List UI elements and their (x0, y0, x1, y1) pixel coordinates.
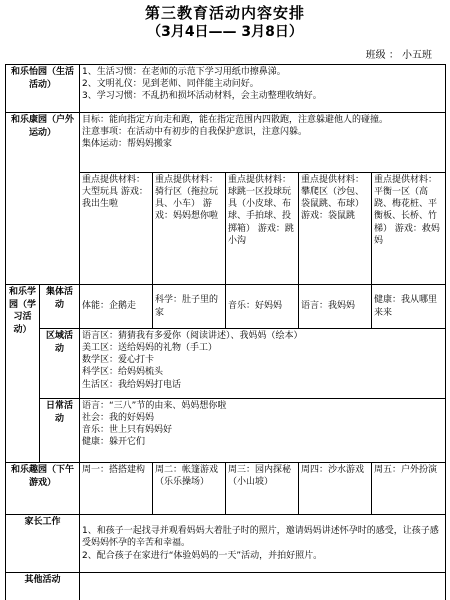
other-label: 其他活动 (6, 573, 80, 600)
area-line: 数学区：爱心打卡 (82, 355, 155, 366)
daily-line: 音乐：世上只有妈妈好 (82, 425, 173, 436)
area-line: 科学区：给妈妈梳头 (82, 367, 164, 378)
collective-item (226, 285, 299, 329)
collective-item (299, 285, 372, 329)
game-day (226, 463, 299, 515)
collective-label: 集体活动 (40, 285, 80, 329)
area-row (6, 329, 446, 399)
outdoor-zone-text: 重点提供材料：攀爬区（沙包、袋鼠跳、布球） 游戏：袋鼠跳 (301, 175, 365, 222)
outdoor-zone-text: 重点提供材料：骑行区（拖拉玩具、小车） 游戏：妈妈想你啦 (155, 175, 219, 222)
area-label: 区域活动 (40, 329, 80, 399)
outdoor-zone (153, 173, 226, 285)
outdoor-zone-text: 重点提供材料：球跳一区投球玩具（小皮球、布球、手拍球、投掷箱） 游戏：跳小沟 (228, 175, 294, 246)
parents-row (6, 515, 446, 573)
other-content (80, 573, 446, 600)
games-label: 和乐趣园（下午游戏） (6, 463, 80, 515)
game-day-text: 周一：搭搭建构 (82, 465, 146, 475)
outdoor-goal-row (6, 113, 446, 173)
page-title: 第三教育活动内容安排 (144, 4, 305, 22)
daily-label: 日常活动 (40, 399, 80, 463)
outdoor-group-sport: 集体运动：帮妈妈搬家 (82, 139, 173, 150)
game-day-text: 周二：帐篷游戏（乐乐操场） (155, 465, 219, 488)
outdoor-zone (226, 173, 299, 285)
collective-item (153, 285, 226, 329)
outdoor-zone (299, 173, 372, 285)
schedule-table (5, 64, 446, 600)
life-content (80, 65, 446, 113)
outdoor-goal-cell (80, 113, 446, 173)
collective-row (6, 285, 446, 329)
collective-item (80, 285, 153, 329)
outdoor-zone (80, 173, 153, 285)
parents-content (80, 515, 446, 573)
daily-line: 语言：“三八”节的由来、妈妈想你啦 (82, 401, 227, 411)
game-day (372, 463, 446, 515)
area-line: 语言区：猜猜我有多爱你（阅读讲述）、我妈妈（绘本） (82, 331, 303, 341)
outdoor-note: 注意事项：在活动中有初步的自我保护意识，注意闪躲。 (82, 127, 308, 138)
collective-item-text: 健康：我从哪里来来 (374, 295, 438, 318)
date-range: （3月4日—— 3月8日） (147, 24, 303, 40)
parents-label: 家长工作 (6, 515, 80, 573)
area-content (80, 329, 446, 399)
collective-item-text: 语言：我妈妈 (301, 301, 356, 312)
game-day-text: 周三：园内探秘（小山坡） (228, 465, 292, 488)
collective-item (372, 285, 446, 329)
game-day (80, 463, 153, 515)
life-line: 3、学习习惯：不乱扔和损坏活动材料，会主动整理收纳好。 (82, 91, 322, 102)
outdoor-label: 和乐康园（户外运动） (6, 113, 80, 285)
outdoor-zone (372, 173, 446, 285)
area-line: 美工区：送给妈妈的礼物（手工） (82, 343, 218, 354)
daily-content (80, 399, 446, 463)
collective-item-text: 体能：企鹅走 (82, 301, 137, 312)
life-row (6, 65, 446, 113)
outdoor-goal: 目标：能向指定方向走和跑，能在指定范围内四散跑，注意躲避他人的碰撞。 (82, 115, 389, 125)
game-day (153, 463, 226, 515)
life-label: 和乐怡园（生活活动） (6, 65, 80, 113)
other-row (6, 573, 446, 600)
learning-label: 和乐学园（学习活动） (6, 285, 40, 463)
daily-line: 健康：躲开它们 (82, 437, 146, 448)
parents-line: 1、和孩子一起找寻并观看妈妈大着肚子时的照片，邀请妈妈讲述怀孕时的感受，让孩子感受妈妈怀孕的辛苦和幸福。 (82, 526, 439, 549)
life-line: 2、文明礼仪：见到老师、同伴能主动问好。 (82, 79, 259, 90)
parents-line: 2、配合孩子在家进行“体验妈妈的一天”活动，并拍好照片。 (82, 550, 323, 561)
daily-row (6, 399, 446, 463)
collective-item-text: 音乐：好妈妈 (228, 301, 283, 312)
life-line: 1、生活习惯：在老师的示范下学习用纸巾擦鼻涕。 (82, 67, 286, 77)
game-day (299, 463, 372, 515)
class-label: 班级 ： 小五班 (365, 50, 432, 61)
game-day-text: 周五：户外扮演 (374, 465, 438, 475)
outdoor-zone-text: 重点提供材料：大型玩具 游戏：我出生啦 (82, 175, 148, 210)
outdoor-zone-text: 重点提供材料：平衡一区（高跷、梅花桩、平衡板、长桥、竹梯） 游戏：救妈妈 (374, 175, 440, 246)
game-day-text: 周四：沙水游戏 (301, 465, 365, 475)
daily-line: 社会：我的好妈妈 (82, 413, 155, 424)
collective-item-text: 科学：肚子里的家 (155, 295, 219, 318)
games-row (6, 463, 446, 515)
area-line: 生活区：我给妈妈打电话 (82, 379, 182, 390)
